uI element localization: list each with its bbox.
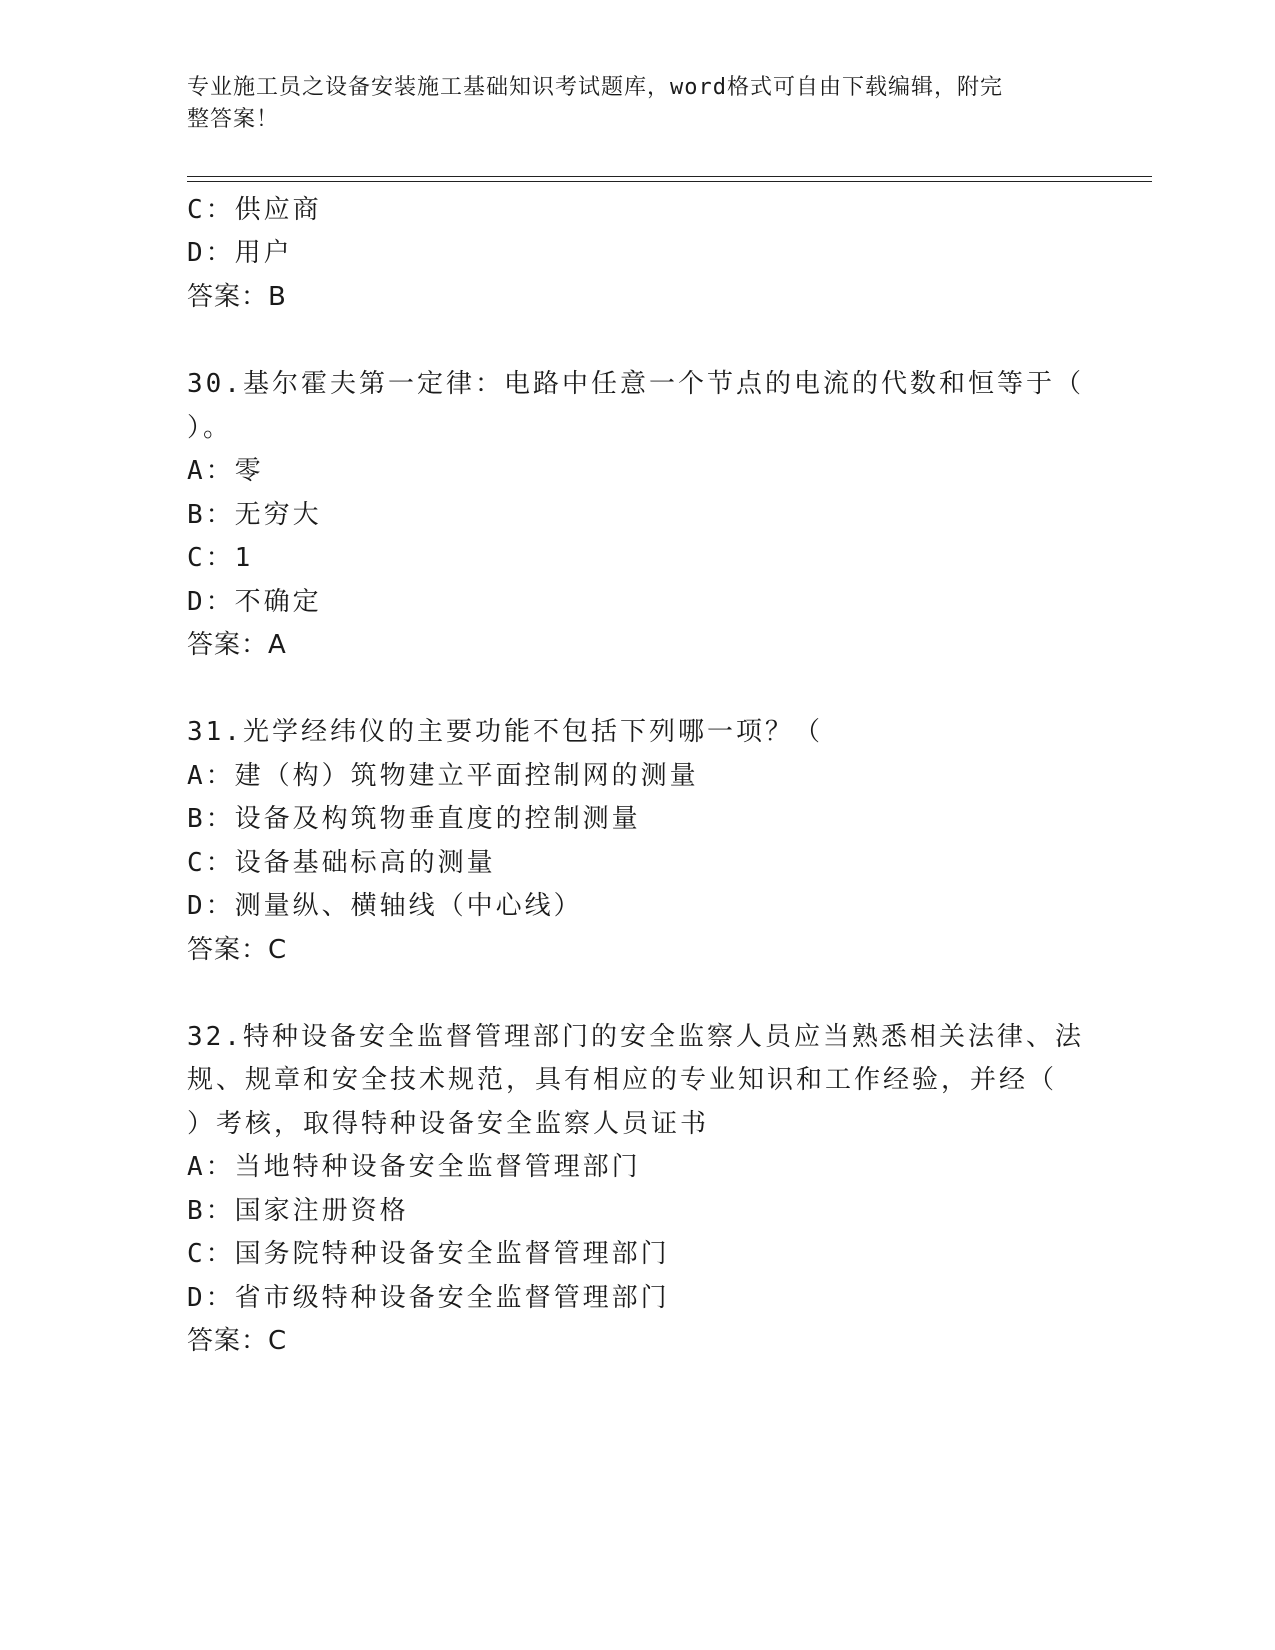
document-header bbox=[187, 72, 1087, 136]
q32-option-a: A：当地特种设备安全监督管理部门 bbox=[187, 1152, 641, 1182]
header-divider-top bbox=[187, 176, 1152, 177]
q32-stem-line-3: ）考核，取得特种设备安全监察人员证书 bbox=[187, 1109, 710, 1139]
header-line-2: 整答案！ bbox=[187, 107, 280, 132]
prev-option-c: C：供应商 bbox=[187, 195, 322, 225]
q31-option-d: D：测量纵、横轴线（中心线） bbox=[187, 891, 583, 921]
prev-option-d: D：用户 bbox=[187, 238, 293, 268]
q32-answer: 答案：C bbox=[187, 1326, 288, 1356]
q30-option-c: C：1 bbox=[187, 543, 254, 573]
q30-stem-line-2: ）。 bbox=[187, 413, 233, 443]
q30-option-b: B：无穷大 bbox=[187, 500, 322, 530]
q31-stem-line-1: 31.光学经纬仪的主要功能不包括下列哪一项？（ bbox=[187, 717, 823, 747]
q31-answer: 答案：C bbox=[187, 935, 288, 965]
q30-option-d: D：不确定 bbox=[187, 587, 322, 617]
q32-option-b: B：国家注册资格 bbox=[187, 1196, 409, 1226]
q30-answer: 答案：A bbox=[187, 630, 287, 660]
q31-option-b: B：设备及构筑物垂直度的控制测量 bbox=[187, 804, 641, 834]
q30-stem-line-1: 30.基尔霍夫第一定律：电路中任意一个节点的电流的代数和恒等于（ bbox=[187, 369, 1084, 399]
prev-answer: 答案：B bbox=[187, 282, 287, 312]
q30-option-a: A：零 bbox=[187, 456, 264, 486]
q32-stem-line-2: 规、规章和安全技术规范，具有相应的专业知识和工作经验，并经（ bbox=[187, 1065, 1058, 1095]
q32-option-c: C：国务院特种设备安全监督管理部门 bbox=[187, 1239, 670, 1269]
q31-option-a: A：建（构）筑物建立平面控制网的测量 bbox=[187, 761, 699, 791]
q31-option-c: C：设备基础标高的测量 bbox=[187, 848, 496, 878]
q32-option-d: D：省市级特种设备安全监督管理部门 bbox=[187, 1283, 670, 1313]
q32-stem-line-1: 32.特种设备安全监督管理部门的安全监察人员应当熟悉相关法律、法 bbox=[187, 1022, 1084, 1052]
header-divider-bottom bbox=[187, 181, 1152, 182]
header-line-1: 专业施工员之设备安装施工基础知识考试题库，word格式可自由下载编辑，附完 bbox=[187, 75, 1003, 100]
